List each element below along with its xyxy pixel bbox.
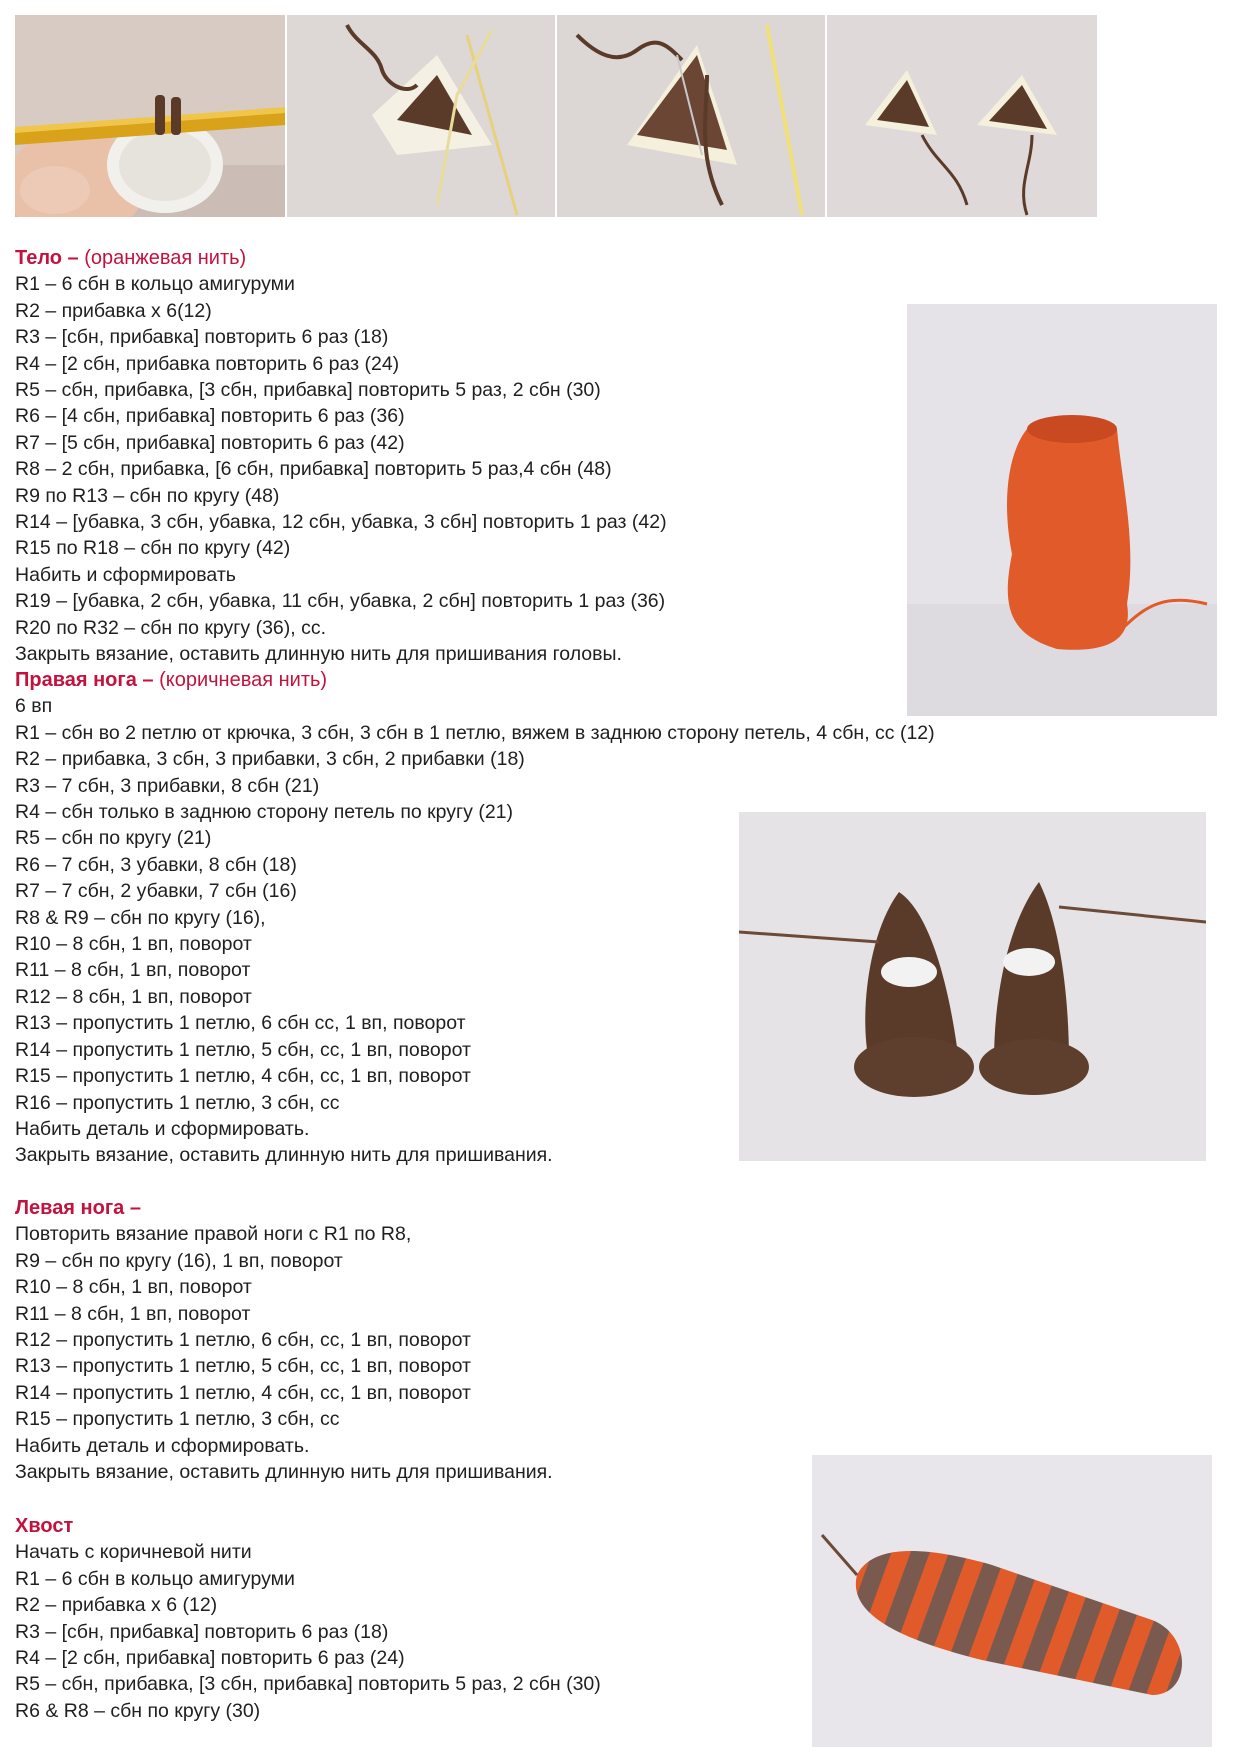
right-leg-step: R4 – сбн только в заднюю сторону петель по кругу (21) (15, 801, 514, 824)
right-leg-step: Закрыть вязание, оставить длинную нить для пришивания. (15, 1144, 553, 1167)
brown-triangle-ear-photo (287, 15, 555, 217)
right-leg-step: R1 – сбн во 2 петлю от крючка, 3 сбн, 3 сбн в 1 петлю, вяжем в заднюю сторону петель, 4 сбн, сс (12) (15, 721, 935, 744)
left-leg-steps (15, 1221, 553, 1485)
hook-with-white-crochet-photo (15, 15, 285, 217)
tail-title: Хвост (15, 1515, 74, 1537)
left-leg-step: R11 – 8 сбн, 1 вп, поворот (15, 1302, 251, 1325)
body-step: R2 – прибавка х 6(12) (15, 299, 212, 322)
left-leg-step: R9 – сбн по кругу (16), 1 вп, поворот (15, 1249, 343, 1272)
body-title: Тело – (15, 247, 79, 269)
right-leg-step: R14 – пропустить 1 петлю, 5 сбн, сс, 1 вп, поворот (15, 1038, 471, 1061)
right-leg-step: R8 & R9 – сбн по кругу (16), (15, 906, 266, 929)
left-leg-step: R13 – пропустить 1 петлю, 5 сбн, сс, 1 вп, поворот (15, 1355, 471, 1378)
body-step: Набить и сформировать (15, 563, 236, 586)
tail-step: R5 – сбн, прибавка, [3 сбн, прибавка] повторить 5 раз, 2 сбн (30) (15, 1673, 601, 1696)
tail-step: R2 – прибавка х 6 (12) (15, 1594, 218, 1617)
left-leg-step: R15 – пропустить 1 петлю, 3 сбн, сс (15, 1408, 340, 1431)
right-leg-step: R10 – 8 сбн, 1 вп, поворот (15, 933, 252, 956)
body-subtitle: (оранжевая нить) (78, 247, 247, 269)
ear-sewing-with-needle-photo (557, 15, 825, 217)
right-leg-step: R3 – 7 сбн, 3 прибавки, 8 сбн (21) (15, 774, 320, 797)
body-step: R6 – [4 сбн, прибавка] повторить 6 раз (36) (15, 405, 405, 428)
right-leg-steps (15, 693, 935, 1168)
body-step: R9 по R13 – сбн по кругу (48) (15, 484, 280, 507)
left-leg-section (15, 1195, 553, 1485)
body-step: R20 по R32 – сбн по кругу (36), сс. (15, 616, 327, 639)
left-leg-step: R10 – 8 сбн, 1 вп, поворот (15, 1276, 252, 1299)
right-leg-subtitle: (коричневая нить) (153, 669, 328, 691)
right-leg-step: R5 – сбн по кругу (21) (15, 827, 212, 850)
right-leg-step: R2 – прибавка, 3 сбн, 3 прибавки, 3 сбн, 2 прибавки (18) (15, 748, 525, 771)
right-leg-step: R15 – пропустить 1 петлю, 4 сбн, сс, 1 вп, поворот (15, 1065, 471, 1088)
right-leg-step: R16 – пропустить 1 петлю, 3 сбн, сс (15, 1091, 340, 1114)
right-leg-step: R6 – 7 сбн, 3 убавки, 8 сбн (18) (15, 853, 297, 876)
right-leg-section (15, 667, 935, 1169)
tail-step: Начать с коричневой нити (15, 1541, 252, 1564)
two-finished-ears-photo (827, 15, 1097, 217)
body-section (15, 245, 667, 668)
tail-step: R6 & R8 – сбн по кругу (30) (15, 1699, 261, 1722)
body-step: R19 – [убавка, 2 сбн, убавка, 11 сбн, убавка, 2 сбн] повторить 1 раз (36) (15, 590, 666, 613)
orange-crochet-body-photo (907, 304, 1217, 716)
body-step: R15 по R18 – сбн по кругу (42) (15, 537, 291, 560)
left-leg-step: Закрыть вязание, оставить длинную нить для пришивания. (15, 1461, 553, 1484)
left-leg-step: Повторить вязание правой ноги с R1 по R8, (15, 1223, 412, 1246)
body-step: R1 – 6 сбн в кольцо амигуруми (15, 273, 295, 296)
body-steps (15, 271, 667, 667)
right-leg-step: R7 – 7 сбн, 2 убавки, 7 сбн (16) (15, 880, 297, 903)
left-leg-step: Набить деталь и сформировать. (15, 1434, 310, 1457)
body-heading (15, 245, 667, 271)
body-step: Закрыть вязание, оставить длинную нить для пришивания головы. (15, 643, 622, 666)
right-leg-step: R11 – 8 сбн, 1 вп, поворот (15, 959, 251, 982)
tail-steps (15, 1539, 601, 1724)
body-step: R7 – [5 сбн, прибавка] повторить 6 раз (42) (15, 431, 405, 454)
body-step: R14 – [убавка, 3 сбн, убавка, 12 сбн, убавка, 3 сбн] повторить 1 раз (42) (15, 511, 667, 534)
right-leg-step: R12 – 8 сбн, 1 вп, поворот (15, 985, 252, 1008)
right-leg-heading (15, 667, 935, 693)
tail-heading (15, 1513, 601, 1539)
tail-step: R3 – [сбн, прибавка] повторить 6 раз (18) (15, 1620, 389, 1643)
tail-step: R4 – [2 сбн, прибавка] повторить 6 раз (24) (15, 1647, 405, 1670)
left-leg-heading (15, 1195, 553, 1221)
right-leg-title: Правая нога – (15, 669, 154, 691)
right-leg-step: Набить деталь и сформировать. (15, 1117, 310, 1140)
body-step: R8 – 2 сбн, прибавка, [6 сбн, прибавка] повторить 5 раз,4 сбн (48) (15, 458, 612, 481)
left-leg-title: Левая нога – (15, 1197, 141, 1219)
body-step: R5 – сбн, прибавка, [3 сбн, прибавка] повторить 5 раз, 2 сбн (30) (15, 379, 601, 402)
right-leg-step: 6 вп (15, 695, 53, 718)
body-step: R4 – [2 сбн, прибавка повторить 6 раз (24) (15, 352, 400, 375)
tail-section (15, 1513, 601, 1724)
left-leg-step: R14 – пропустить 1 петлю, 4 сбн, сс, 1 вп, поворот (15, 1381, 471, 1404)
right-leg-step: R13 – пропустить 1 петлю, 6 сбн сс, 1 вп, поворот (15, 1012, 466, 1035)
body-step: R3 – [сбн, прибавка] повторить 6 раз (18) (15, 326, 389, 349)
tail-step: R1 – 6 сбн в кольцо амигуруми (15, 1567, 295, 1590)
striped-crochet-tail-photo (812, 1455, 1212, 1747)
left-leg-step: R12 – пропустить 1 петлю, 6 сбн, сс, 1 вп, поворот (15, 1329, 471, 1352)
